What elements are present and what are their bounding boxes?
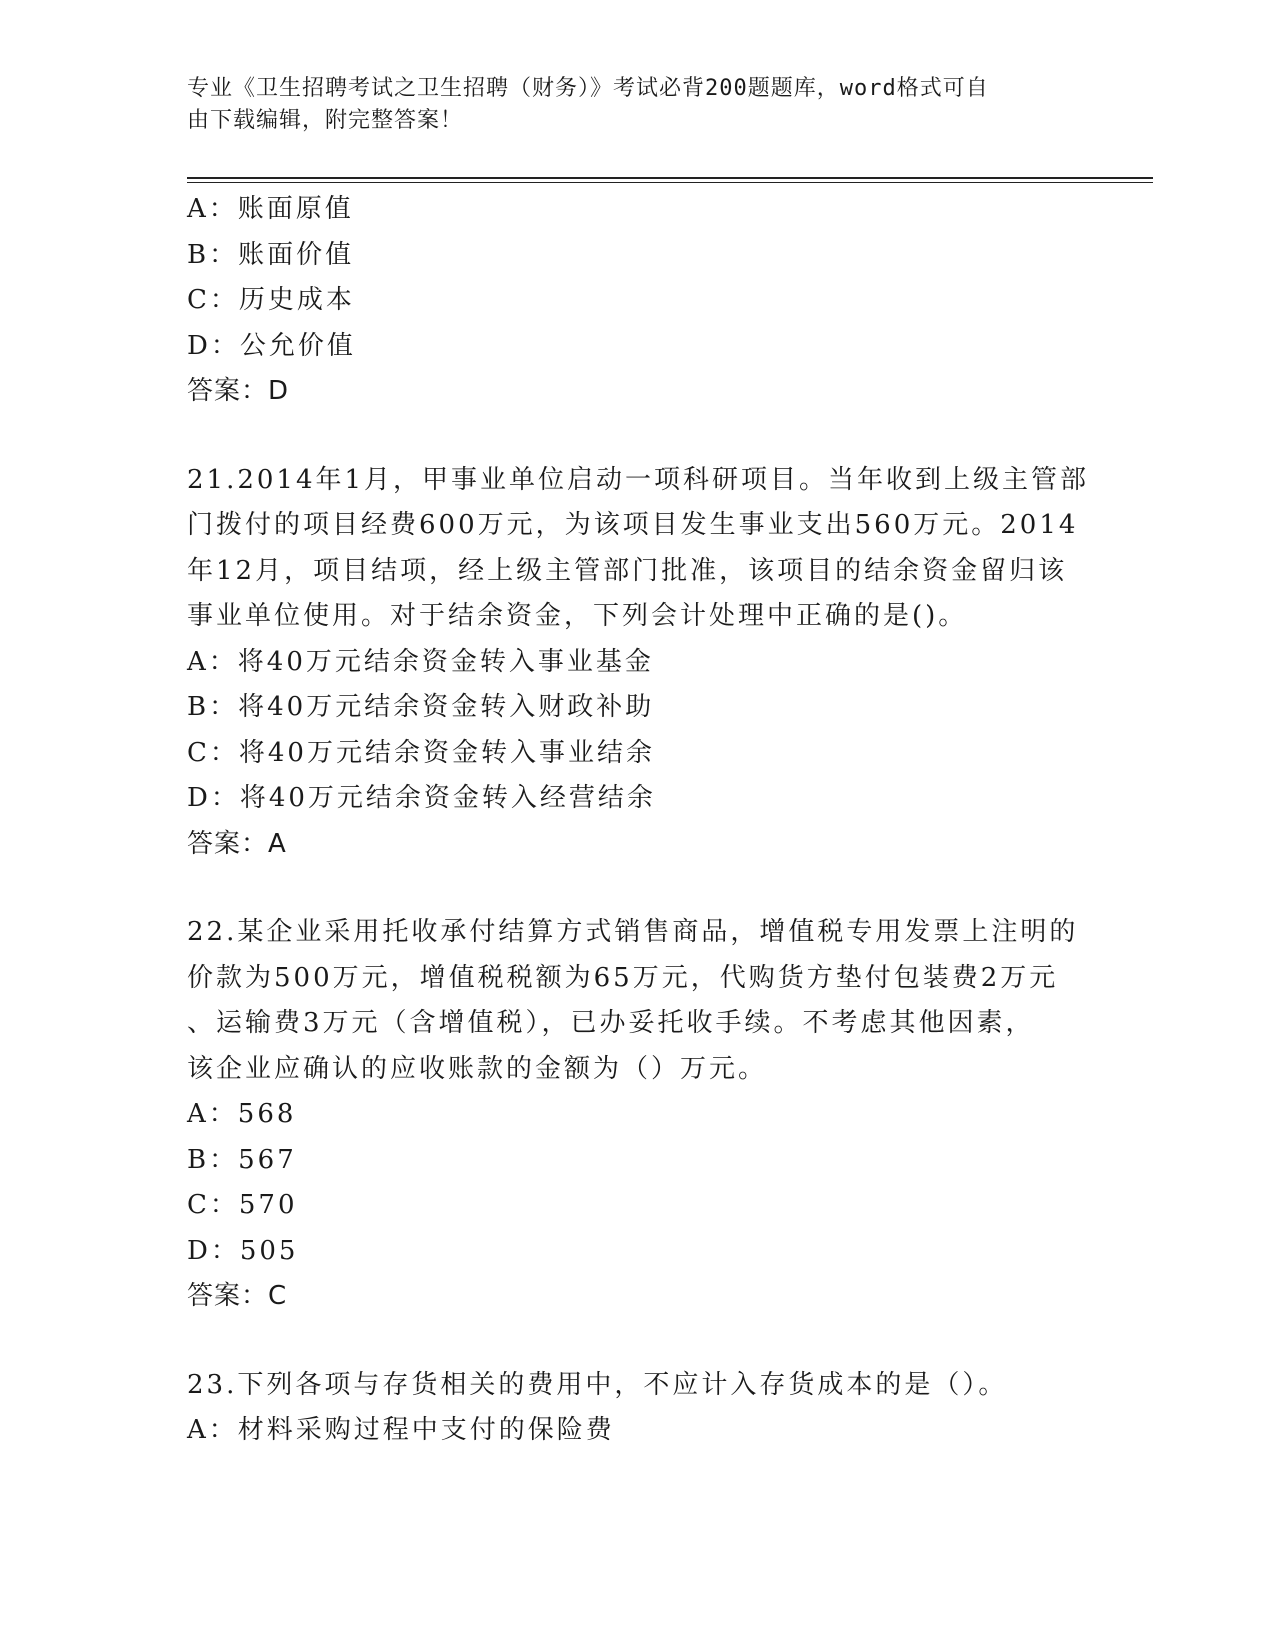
header-divider-thin (187, 182, 1153, 183)
option-c: C：将40万元结余资金转入事业结余 (187, 737, 655, 768)
question-20-continued (187, 187, 1087, 415)
document-header (187, 73, 1067, 137)
option-a: A：将40万元结余资金转入事业基金 (187, 646, 654, 677)
question-stem-line: 、运输费3万元（含增值税），已办妥托收手续。不考虑其他因素， (187, 1008, 1035, 1038)
answer-line: 答案：D (187, 376, 290, 406)
header-line-2: 由下载编辑，附完整答案！ (187, 108, 464, 133)
option-b: B：账面价值 (187, 239, 355, 270)
answer-line: 答案：C (187, 1281, 288, 1311)
question-stem-line: 价款为500万元，增值税税额为65万元，代购货方垫付包装费2万元 (187, 962, 1059, 993)
question-23 (187, 1363, 1087, 1454)
option-c: C：570 (187, 1190, 298, 1220)
option-d: D：公允价值 (187, 330, 356, 361)
answer-line: 答案：A (187, 828, 287, 859)
question-22 (187, 910, 1087, 1320)
question-21 (187, 458, 1090, 868)
option-c: C：历史成本 (187, 285, 355, 315)
header-divider-thick (187, 177, 1153, 179)
option-d: D：505 (187, 1235, 299, 1266)
option-a: A：材料采购过程中支付的保险费 (187, 1415, 615, 1445)
question-stem-line: 21.2014年1月，甲事业单位启动一项科研项目。当年收到上级主管部 (187, 464, 1090, 495)
spacer (187, 867, 1087, 910)
option-a: A：账面原值 (187, 194, 354, 224)
question-stem-line: 年12月，项目结项，经上级主管部门批准，该项目的结余资金留归该 (187, 555, 1068, 586)
option-d: D：将40万元结余资金转入经营结余 (187, 783, 656, 813)
option-a: A：568 (187, 1099, 297, 1129)
question-stem-line: 该企业应确认的应收账款的金额为（）万元。 (187, 1053, 768, 1084)
question-stem-line: 事业单位使用。对于结余资金，下列会计处理中正确的是()。 (187, 601, 968, 631)
spacer (187, 1320, 1087, 1363)
question-stem-line: 22.某企业采用托收承付结算方式销售商品，增值税专用发票上注明的 (187, 917, 1079, 947)
question-list (187, 187, 1090, 1454)
question-stem-line: 23.下列各项与存货相关的费用中，不应计入存货成本的是（）。 (187, 1369, 1008, 1400)
option-b: B：567 (187, 1144, 297, 1175)
question-stem-line: 门拨付的项目经费600万元，为该项目发生事业支出560万元。2014 (187, 510, 1079, 540)
header-line-1: 专业《卫生招聘考试之卫生招聘（财务）》考试必背200题题库，word格式可自 (187, 76, 989, 101)
spacer (187, 415, 1087, 458)
option-b: B：将40万元结余资金转入财政补助 (187, 692, 655, 722)
